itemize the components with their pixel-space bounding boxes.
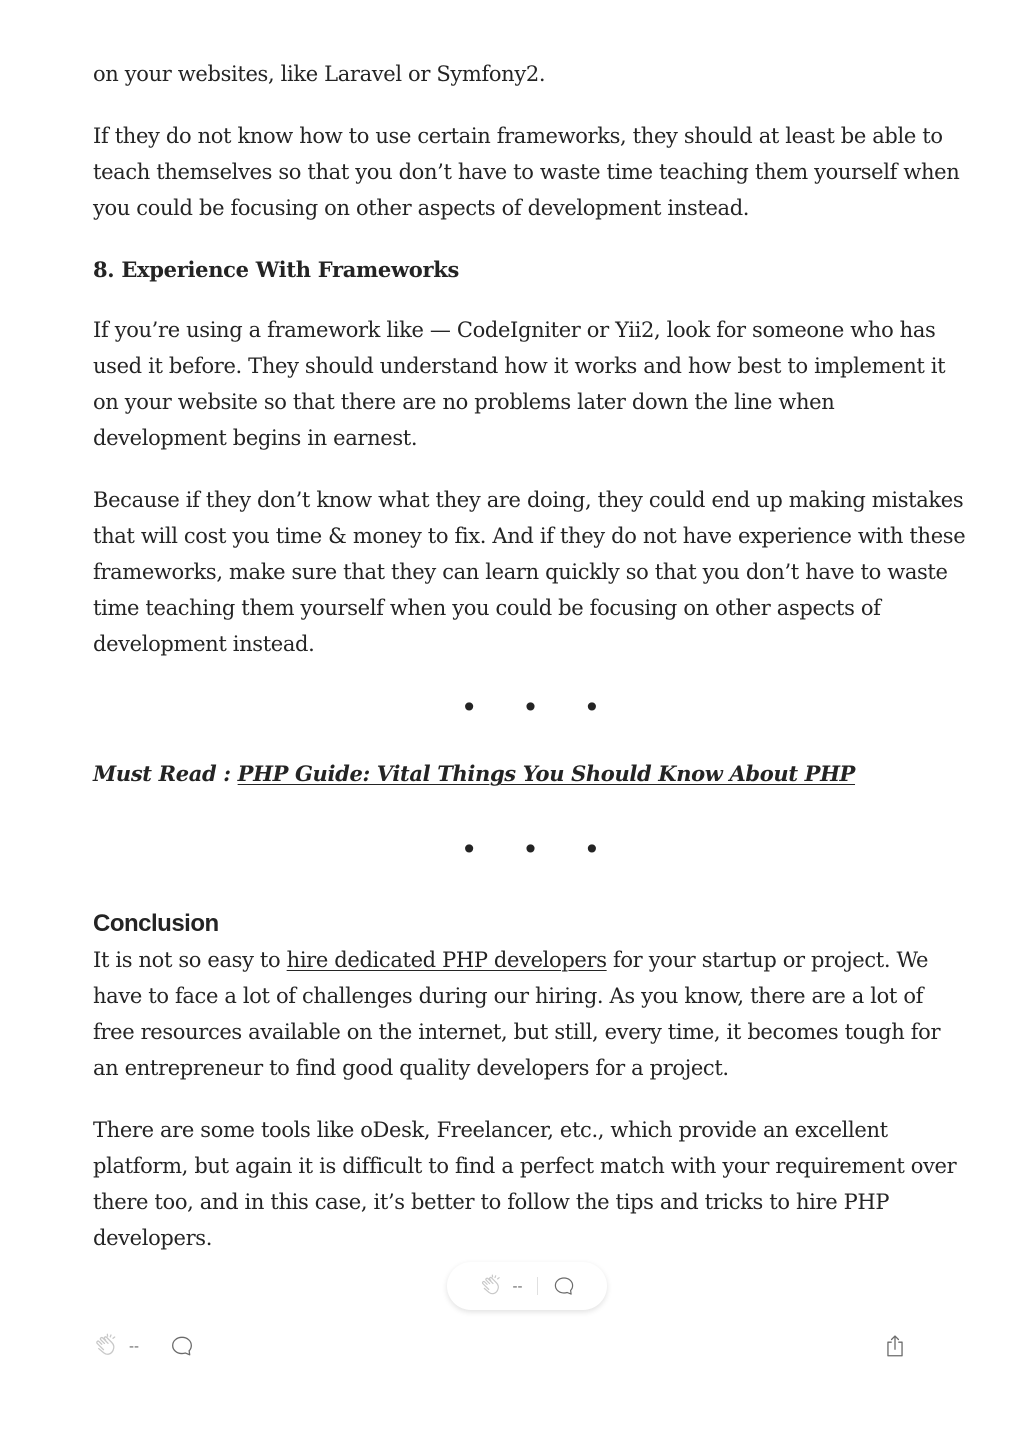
footer-action-bar [93, 1326, 908, 1366]
must-read [93, 756, 968, 792]
clap-button[interactable] [465, 1273, 537, 1299]
conclusion-heading: Conclusion [93, 910, 219, 937]
paragraph: Because if they don’t know what they are doing, they could end up making mistakes that will cost you time & money to fix. And if they do not have experience with these frameworks, make sure that they can learn quickly so that you don’t have to waste time teaching them yourself when you could be focusing on other aspects of development instead. [93, 488, 966, 656]
share-button[interactable] [882, 1333, 908, 1359]
clap-icon [479, 1273, 505, 1299]
paragraph: If they do not know how to use certain frameworks, they should at least be able to teach themselves so that you don’t have to waste time teaching them yourself when you could be focusing on other aspects of development instead. [93, 124, 960, 220]
paragraph: on your websites, like Laravel or Symfony2. [93, 62, 546, 86]
must-read-label: Must Read : [93, 761, 238, 786]
responses-button[interactable] [169, 1333, 195, 1359]
comment-icon [552, 1274, 576, 1298]
hire-php-developers-link[interactable]: hire dedicated PHP developers [286, 948, 607, 972]
paragraph [93, 942, 968, 1086]
comment-icon [169, 1333, 195, 1359]
paragraph: If you’re using a framework like — CodeIgniter or Yii2, look for someone who has used it before. They should understand how it works and how best to implement it on your website so that there are no problems later down the line when development begins in earnest. [93, 318, 946, 450]
floating-action-bar [447, 1262, 607, 1310]
text-span: for your startup or project. We have to face a lot of challenges during our hiring. As you know, there are a lot of free resources available on the internet, but still, every time, it becomes tough for an entrepreneur to find good quality developers for a project. [93, 948, 941, 1080]
subheading-experience-with-frameworks: 8. Experience With Frameworks [93, 257, 460, 282]
clap-count: -- [512, 1277, 523, 1295]
clap-button[interactable] [93, 1332, 139, 1360]
text-span: It is not so easy to [93, 948, 287, 972]
responses-button[interactable] [538, 1274, 590, 1298]
paragraph: There are some tools like oDesk, Freelancer, etc., which provide an excellent platform, but again it is difficult to find a perfect match with your requirement over there too, and in this case, it’s better to follow the tips and tricks to hire PHP developers. [93, 1118, 957, 1250]
clap-count: -- [129, 1337, 139, 1355]
share-icon [882, 1333, 908, 1359]
section-separator: • • • [460, 833, 619, 866]
must-read-link[interactable]: PHP Guide: Vital Things You Should Know About PHP [237, 761, 856, 786]
clap-icon [93, 1332, 121, 1360]
article-body [93, 56, 968, 1282]
section-separator: • • • [460, 691, 619, 724]
